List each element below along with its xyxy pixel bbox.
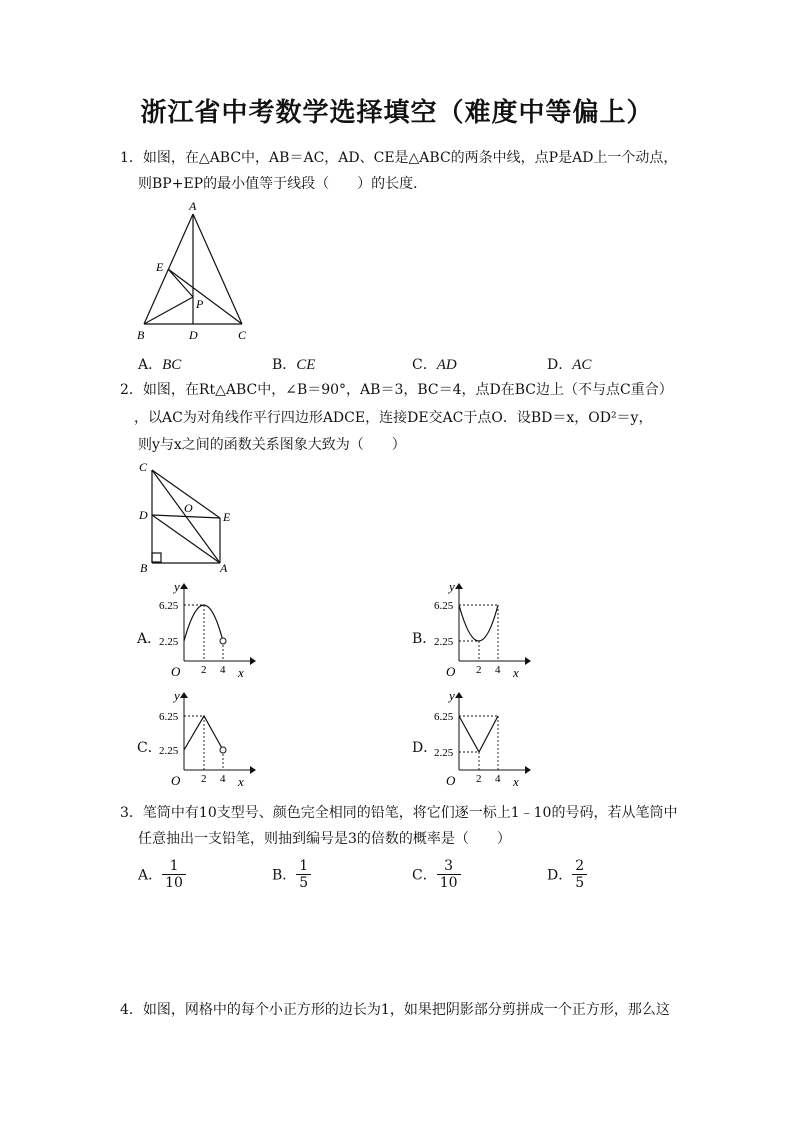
page-title: 浙江省中考数学选择填空（难度中等偏上） xyxy=(140,98,654,128)
origin-label: O xyxy=(171,773,181,788)
option-letter: D． xyxy=(547,357,573,373)
x-axis-label: x xyxy=(513,665,519,680)
option-text: AC xyxy=(572,357,592,373)
point-label-o: O xyxy=(184,501,193,515)
origin-label: O xyxy=(171,664,181,679)
x-axis-label: x xyxy=(238,774,244,789)
x-axis-label: x xyxy=(238,665,244,680)
question-2-text xyxy=(120,377,673,403)
vertex-label-d: D xyxy=(139,508,148,522)
option-letter: C． xyxy=(412,867,437,884)
option-text: CE xyxy=(296,357,316,373)
vertex-label-a: A xyxy=(189,199,197,213)
y-tick-label: 2.25 xyxy=(159,745,179,757)
option-text: AD xyxy=(436,357,457,373)
x-tick-label: 4 xyxy=(220,664,226,676)
fraction xyxy=(437,858,461,891)
y-tick-label: 6.25 xyxy=(159,600,179,612)
question-number: 3． xyxy=(120,805,143,821)
graph-option-a xyxy=(150,580,260,680)
question-4-text xyxy=(120,997,670,1023)
numerator: 1 xyxy=(162,858,186,875)
denominator: 5 xyxy=(575,875,585,891)
graph-option-b xyxy=(425,580,535,680)
graph-option-d xyxy=(425,689,535,789)
question-line: ，以AC为对角线作平行四边形ADCE，连接DE交AC于点O．设BD＝x，OD²＝y， xyxy=(134,410,653,426)
option-text: BC xyxy=(162,357,182,373)
option-c: C． xyxy=(137,740,162,756)
vertex-label-d: D xyxy=(189,328,198,342)
x-tick-label: 4 xyxy=(495,773,501,785)
option-a: A． xyxy=(137,631,162,647)
vertex-label-a: A xyxy=(220,561,228,575)
y-axis-label: y xyxy=(449,580,455,594)
vertex-label-e: E xyxy=(156,260,164,274)
numerator: 3 xyxy=(437,858,461,875)
x-axis-label: x xyxy=(513,774,519,789)
option-b xyxy=(272,354,315,374)
x-tick-label: 2 xyxy=(201,664,207,676)
vertex-label-b: B xyxy=(140,561,148,575)
triangle-abc-figure xyxy=(130,196,260,346)
option-letter: C． xyxy=(412,357,437,373)
y-tick-label: 6.25 xyxy=(434,711,454,723)
origin-label: O xyxy=(446,664,456,679)
question-line: 任意抽出一支铅笔，则抽到编号是3的倍数的概率是（ ） xyxy=(138,831,511,847)
vertex-label-c: C xyxy=(238,328,247,342)
y-tick-label: 2.25 xyxy=(159,636,179,648)
x-tick-label: 4 xyxy=(220,773,226,785)
option-letter: B． xyxy=(272,357,297,373)
origin-label: O xyxy=(446,773,456,788)
option-letter: A． xyxy=(138,867,163,884)
fraction xyxy=(296,858,311,891)
x-tick-label: 2 xyxy=(201,773,207,785)
fraction xyxy=(572,858,587,891)
vertex-label-e: E xyxy=(223,510,231,524)
y-axis-label: y xyxy=(174,689,180,703)
y-tick-label: 2.25 xyxy=(434,747,454,759)
question-line: 如图，在△ABC中，AB＝AC，AD、CE是△ABC的两条中线，点P是AD上一个动点， xyxy=(142,150,678,166)
parallelogram-adce-figure xyxy=(130,456,245,576)
x-tick-label: 4 xyxy=(495,664,501,676)
question-line: 如图，在Rt△ABC中，∠B＝90°，AB＝3，BC＝4，点D在BC边上（不与点C重合） xyxy=(142,382,673,398)
denominator: 5 xyxy=(299,875,309,891)
y-tick-label: 6.25 xyxy=(159,711,179,723)
option-a xyxy=(138,858,186,891)
option-a xyxy=(138,354,181,374)
y-axis-label: y xyxy=(174,580,180,594)
graph-option-c xyxy=(150,689,260,789)
option-c xyxy=(412,354,457,374)
question-line: 笔筒中有10支型号、颜色完全相同的铅笔，将它们逐一标上1﹣10的号码，若从笔筒中 xyxy=(142,805,678,821)
option-d xyxy=(547,858,587,891)
question-number: 4． xyxy=(120,1002,143,1018)
question-number: 1． xyxy=(120,150,143,166)
y-tick-label: 2.25 xyxy=(434,636,454,648)
option-b xyxy=(272,858,311,891)
option-d: D． xyxy=(412,740,438,756)
question-line: 如图，网格中的每个小正方形的边长为1，如果把阴影部分剪拼成一个正方形，那么这 xyxy=(142,1002,670,1018)
question-line: 则BP+EP的最小值等于线段（ ）的长度． xyxy=(138,176,428,192)
numerator: 2 xyxy=(572,858,587,875)
numerator: 1 xyxy=(296,858,311,875)
y-tick-label: 6.25 xyxy=(434,600,454,612)
question-line: 则y与x之间的函数关系图象大致为（ ） xyxy=(138,437,406,453)
option-letter: D． xyxy=(547,867,573,884)
question-number: 2． xyxy=(120,382,143,398)
denominator: 10 xyxy=(439,875,458,891)
option-d xyxy=(547,354,591,374)
y-axis-label: y xyxy=(449,689,455,703)
denominator: 10 xyxy=(165,875,183,891)
question-3-text xyxy=(120,800,677,826)
x-tick-label: 2 xyxy=(476,664,482,676)
vertex-label-c: C xyxy=(139,460,148,474)
x-tick-label: 2 xyxy=(476,773,482,785)
vertex-label-b: B xyxy=(137,328,145,342)
fraction xyxy=(162,858,186,891)
point-label-p: P xyxy=(196,297,204,311)
option-letter: A． xyxy=(138,357,163,373)
option-c xyxy=(412,858,461,891)
option-letter: B． xyxy=(272,867,297,884)
question-1-text xyxy=(120,145,677,171)
option-b: B． xyxy=(412,631,437,647)
